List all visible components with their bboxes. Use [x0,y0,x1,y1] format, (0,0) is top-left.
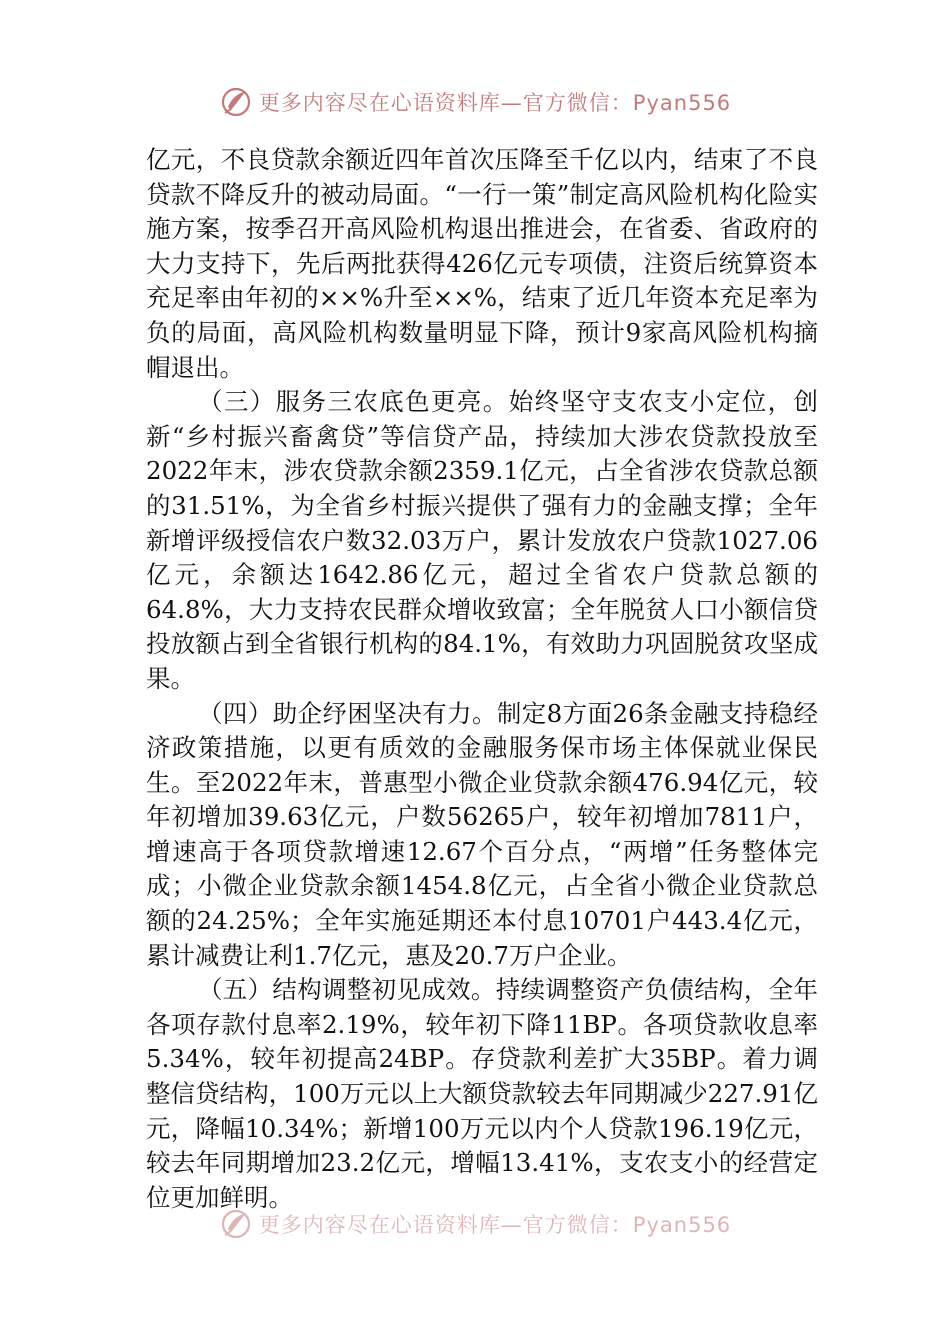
footer-watermark [0,1206,950,1242]
paragraph-section-3: （三）服务三农底色更亮。始终坚守支农支小定位，创新“乡村振兴畜禽贷”等信贷产品，持续加大涉农贷款投放至2022年末，涉农贷款余额2359.1亿元，占全省涉农贷款总额的31.51%，为全省乡村振兴提供了强有力的金融支撑；全年新增评级授信农户数32.03万户，累计发放农户贷款1027.06亿元，余额达1642.86亿元，超过全省农户贷款总额的64.8%，大力支持农民群众增收致富；全年脱贫人口小额信贷投放额占到全省银行机构的84.1%，有效助力巩固脱贫攻坚成果。 [146,387,818,693]
paragraph-continuation: 亿元，不良贷款余额近四年首次压降至千亿以内，结束了不良贷款不降反升的被动局面。“一行一策”制定高风险机构化险实施方案，按季召开高风险机构退出推进会，在省委、省政府的大力支持下，先后两批获得426亿元专项债，注资后统算资本充足率由年初的××%升至××%，结束了近几年资本充足率为负的局面，高风险机构数量明显下降，预计9家高风险机构摘帽退出。 [146,145,818,382]
paragraph-section-5: （五）结构调整初见成效。持续调整资产负债结构，全年各项存款付息率2.19%，较年初下降11BP。各项贷款收息率5.34%，较年初提高24BP。存贷款利差扩大35BP。着力调整信贷结构，100万元以上大额贷款较去年同期减少227.91亿元，降幅10.34%；新增100万元以内个人贷款196.19亿元，较去年同期增加23.2亿元，增幅13.41%，支农支小的经营定位更加鲜明。 [146,975,818,1212]
paragraph-section-4: （四）助企纾困坚决有力。制定8方面26条金融支持稳经济政策措施，以更有质效的金融服务保市场主体保就业保民生。至2022年末，普惠型小微企业贷款余额476.94亿元，较年初增加39.63亿元，户数56265户，较年初增加7811户，增速高于各项贷款增速12.67个百分点，“两增”任务整体完成；小微企业贷款余额1454.8亿元，占全省小微企业贷款总额的24.25%；全年实施延期还本付息10701户443.4亿元，累计减费让利1.7亿元，惠及20.7万户企业。 [146,698,818,970]
brush-logo-icon [219,85,253,119]
header-watermark [0,84,950,120]
document-body [146,143,818,1215]
brush-logo-icon [219,1207,253,1241]
header-watermark-text: 更多内容尽在心语资料库—官方微信：Pyan556 [258,91,732,115]
footer-watermark-text: 更多内容尽在心语资料库—官方微信：Pyan556 [258,1213,732,1237]
